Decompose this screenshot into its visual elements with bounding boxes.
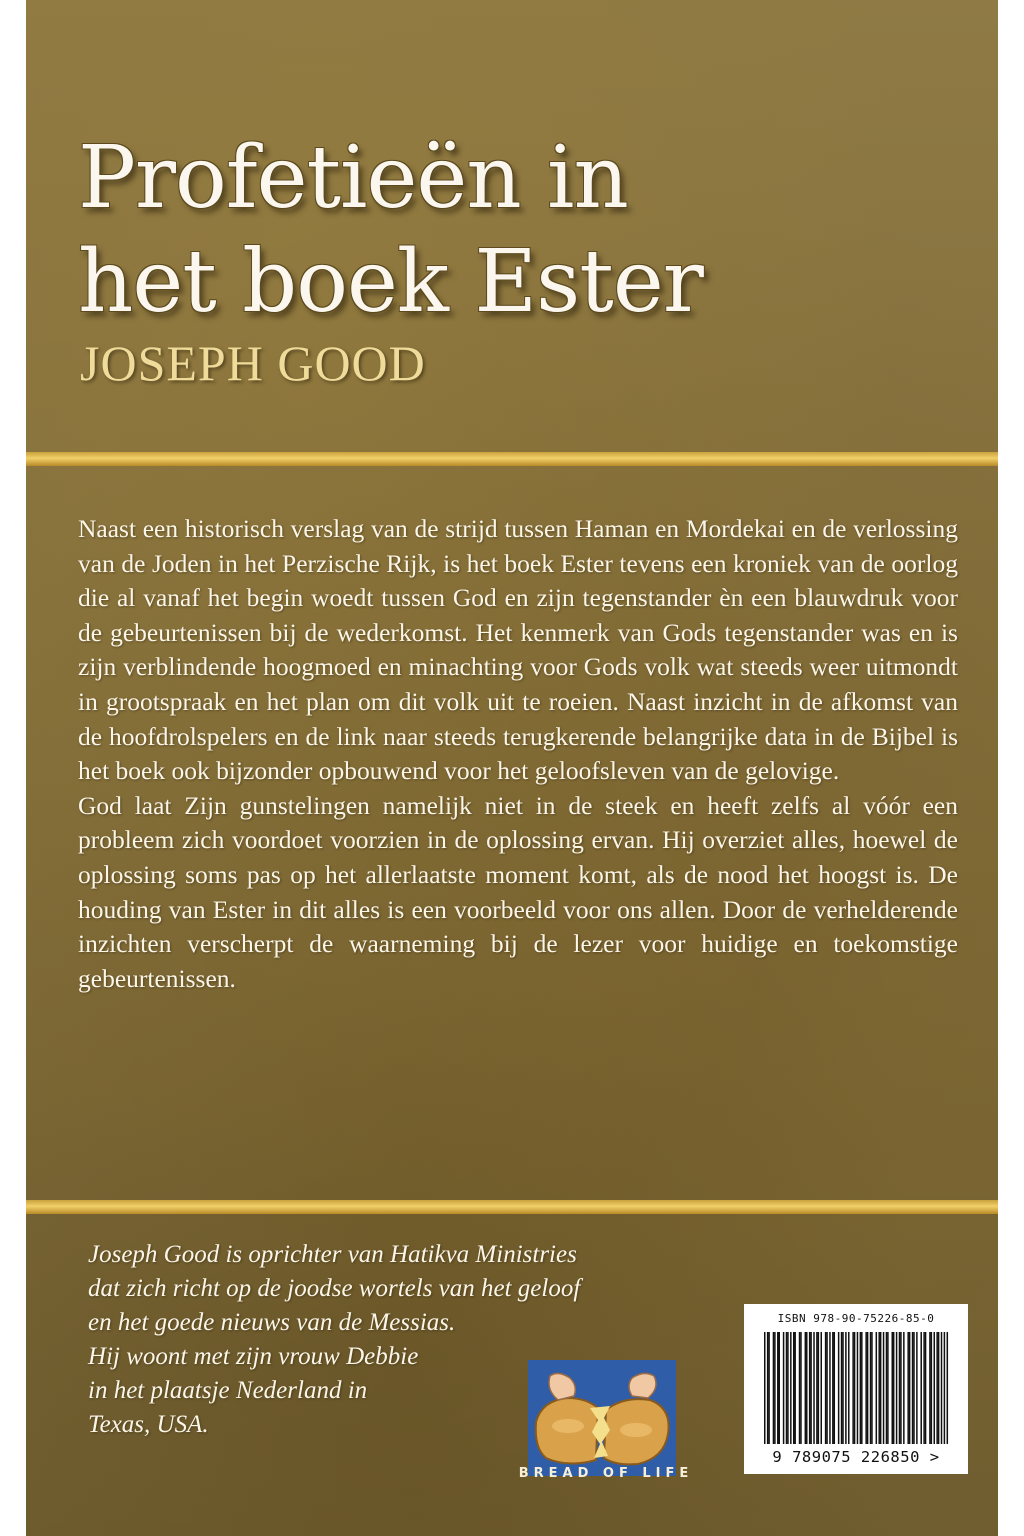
barcode-bar [892, 1332, 894, 1444]
barcode-bar [929, 1332, 931, 1444]
barcode-bar [909, 1332, 911, 1444]
book-title-line-1: Profetieën in [78, 128, 628, 228]
barcode-bar [813, 1332, 815, 1444]
barcode-bar [774, 1332, 776, 1444]
bio-line: dat zich richt op de joodse wortels van het geloof [88, 1275, 581, 1302]
barcode-bar [783, 1332, 785, 1444]
barcode-bar [860, 1332, 862, 1444]
barcode-bar [880, 1332, 882, 1444]
barcode-bar [925, 1332, 927, 1444]
barcode-bar [786, 1332, 788, 1444]
barcode-bar [794, 1332, 796, 1444]
barcode-bar [876, 1332, 878, 1444]
author-bio [88, 1238, 788, 1442]
barcode-bar [865, 1332, 867, 1444]
barcode-bar [923, 1332, 925, 1444]
barcode-bar [867, 1332, 869, 1444]
barcode-bar [938, 1332, 940, 1444]
barcode-bar [899, 1332, 901, 1444]
barcode-bar [825, 1332, 827, 1444]
gold-divider-bottom [26, 1200, 998, 1214]
book-title [78, 126, 978, 334]
barcode-bar [800, 1332, 802, 1444]
barcode-bar [773, 1332, 775, 1444]
blurb-text [78, 512, 958, 996]
barcode-bar [768, 1332, 770, 1444]
barcode-bar [893, 1332, 895, 1444]
barcode-bar [913, 1332, 915, 1444]
barcode-bar [767, 1332, 769, 1444]
publisher-name: BREAD OF LIFE [518, 1466, 694, 1481]
barcode-number: 9 789075 226850 > [772, 1448, 940, 1466]
barcode-bar [778, 1332, 780, 1444]
bio-line: in het plaatsje Nederland in [88, 1377, 368, 1404]
isbn-label: ISBN 978-90-75226-85-0 [777, 1312, 935, 1325]
barcode-bar [799, 1332, 801, 1444]
barcode-bar [900, 1332, 902, 1444]
barcode-bar [941, 1332, 943, 1444]
barcode-bar [857, 1332, 859, 1444]
bio-line: Hij woont met zijn vrouw Debbie [88, 1343, 419, 1370]
barcode-bar [838, 1332, 840, 1444]
bio-line: Joseph Good is oprichter van Hatikva Ministries [88, 1241, 577, 1268]
barcode-bar [832, 1332, 834, 1444]
barcode-bar [896, 1332, 898, 1444]
author-name: JOSEPH GOOD [80, 335, 426, 391]
barcode-bar [810, 1332, 812, 1444]
publisher-logo [528, 1360, 676, 1476]
book-back-cover [26, 0, 998, 1536]
barcode-bar [934, 1332, 936, 1444]
blurb-paragraph-1: Naast een historisch verslag van de strijd tussen Haman en Mordekai en de verlossing van de Joden in het Perzische Rijk, is het boek Ester tevens een kroniek van de oorlog die al vanaf het begin woedt tussen God en zijn tegenstander èn een blauwdruk voor de gebeurtenissen bij de wederkomst. Het kenmerk van Gods tegenstander was en is zijn verblindende hoogmoed en minachting voor Gods volk wat steeds weer uitmondt in grootspraak en het plan om dit volk uit te roeien. Naast inzicht in de afkomst van de hoofdrolspelers en de link naar steeds terugkerende belangrijke data in de Bijbel is het boek ook bijzonder opbouwend voor het geloofsleven van de gelovige. [78, 514, 958, 786]
barcode-bar [848, 1332, 850, 1444]
barcode-bar [834, 1332, 836, 1444]
bio-line: Texas, USA. [88, 1411, 209, 1438]
barcode-bar [816, 1332, 818, 1444]
barcode-bar [916, 1332, 918, 1444]
barcode-bar [841, 1332, 843, 1444]
barcode-bar [787, 1332, 789, 1444]
barcode-bar [936, 1332, 938, 1444]
barcode-bar [764, 1332, 766, 1444]
barcode-bar [826, 1332, 828, 1444]
barcode-bar [818, 1332, 820, 1444]
barcode-bar [852, 1332, 854, 1444]
barcode-bar [871, 1332, 872, 1444]
bio-line: en het goede nieuws van de Messias. [88, 1309, 456, 1336]
barcode-bar [944, 1332, 946, 1444]
barcode-bar [845, 1332, 847, 1444]
barcode-bar [920, 1332, 922, 1444]
barcode-bar [861, 1332, 863, 1444]
hands-breaking-bread-icon [528, 1360, 676, 1476]
barcode-bar [870, 1332, 872, 1444]
barcode-bar [883, 1332, 885, 1444]
barcode-bar [805, 1332, 807, 1444]
barcode-bar [903, 1332, 905, 1444]
barcode-bar [777, 1332, 779, 1444]
barcode-bar [878, 1332, 880, 1444]
barcode-bar [806, 1332, 808, 1444]
barcode-bar [947, 1332, 949, 1444]
barcode-bar [907, 1332, 909, 1444]
book-title-line-2: het boek Ester [78, 232, 703, 332]
barcode-bar [912, 1332, 914, 1444]
barcode-bar [790, 1332, 792, 1444]
isbn-barcode [744, 1304, 968, 1474]
barcode-bar [821, 1332, 823, 1444]
barcode-bar [793, 1332, 795, 1444]
barcode-bar [842, 1332, 844, 1444]
barcode-bar [886, 1332, 888, 1444]
barcode-bar [854, 1332, 856, 1444]
gold-divider-top [26, 452, 998, 466]
barcode-bar [809, 1332, 811, 1444]
barcode-bar [829, 1332, 831, 1444]
barcode-bar [887, 1332, 889, 1444]
blurb-paragraph-2: God laat Zijn gunstelingen namelijk niet in de steek en heeft zelfs al vóór een probleem zich voordoet voorzien in de oplossing ervan. Hij overziet alles, hoewel de oplossing soms pas op het allerlaatste moment komt, als de nood het hoogst is. De houding van Ester in dit alles is een voorbeeld voor ons allen. Door de verhelderende inzichten verscherpt de waarneming bij de lezer voor huidige en toekomstige gebeurtenissen. [78, 790, 958, 993]
barcode-bar [931, 1332, 933, 1444]
